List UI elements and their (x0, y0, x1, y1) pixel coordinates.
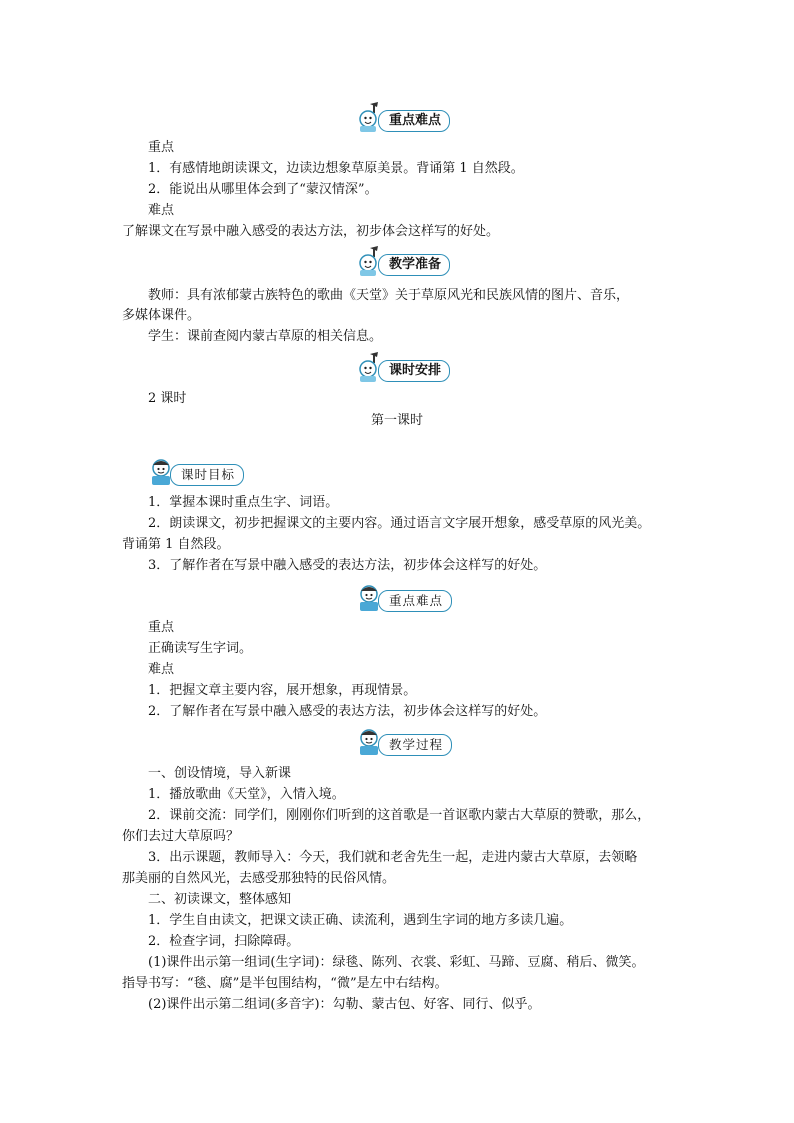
label-zhongdian: 重点 (148, 140, 175, 155)
paragraph: (2)课件出示第二组词(多音字)：勾勒、蒙古包、好客、同行、似乎。 (148, 997, 541, 1012)
paragraph: 2．能说出从哪里体会到了“蒙汉情深”。 (148, 182, 378, 197)
section-heading: 二、初读课文，整体感知 (148, 892, 292, 907)
student-mascot-icon (356, 252, 382, 278)
paragraph: 了解课文在写景中融入感受的表达方法，初步体会这样写的好处。 (122, 224, 500, 239)
paragraph: 你们去过大草原吗？ (122, 829, 240, 844)
paragraph: 2．课前交流：同学们，刚刚你们听到的这首歌是一首讴歌内蒙古大草原的赞歌，那么， (148, 808, 651, 823)
section-heading: 一、创设情境，导入新课 (148, 766, 292, 781)
badge-key-points-2 (356, 588, 452, 614)
paragraph: 正确读写生字词。 (148, 641, 253, 656)
student-mascot-icon (356, 358, 382, 384)
student-mascot-icon (356, 732, 382, 758)
badge-key-points (356, 108, 450, 134)
paragraph: 2 课时 (148, 391, 187, 406)
label-nandian: 难点 (148, 662, 175, 677)
paragraph: 指导书写：“毯、腐”是半包围结构，“微”是左中右结构。 (122, 976, 448, 991)
label-nandian: 难点 (148, 203, 175, 218)
paragraph: 2．朗读课文，初步把握课文的主要内容。通过语言文字展开想象，感受草原的风光美。 (148, 516, 651, 531)
paragraph: 1．有感情地朗读课文，边读边想象草原美景。背诵第 1 自然段。 (148, 161, 524, 176)
paragraph: 教师：具有浓郁蒙古族特色的歌曲《天堂》关于草原风光和民族风情的图片、音乐， (148, 288, 630, 303)
badge-lesson-schedule (356, 358, 450, 384)
paragraph: 1．播放歌曲《天堂》，入情入境。 (148, 787, 345, 802)
student-mascot-icon (148, 462, 174, 488)
badge-lesson-goals (148, 462, 244, 488)
paragraph: 3．了解作者在写景中融入感受的表达方法，初步体会这样写的好处。 (148, 558, 547, 573)
paragraph: 学生：课前查阅内蒙古草原的相关信息。 (148, 329, 383, 344)
paragraph: 多媒体课件。 (122, 308, 201, 323)
badge-label: 教学过程 (378, 734, 452, 756)
badge-label: 课时安排 (378, 360, 450, 382)
lesson-heading: 第一课时 (370, 413, 423, 428)
student-mascot-icon (356, 108, 382, 134)
badge-teaching-process (356, 732, 452, 758)
paragraph: 1．学生自由读文，把课文读正确、读流利，遇到生字词的地方多读几遍。 (148, 913, 573, 928)
badge-label: 教学准备 (378, 254, 450, 276)
paragraph: 3．出示课题，教师导入：今天，我们就和老舍先生一起，走进内蒙古大草原，去领略 (148, 850, 638, 865)
student-mascot-icon (356, 588, 382, 614)
badge-teaching-prep (356, 252, 450, 278)
badge-label: 重点难点 (378, 110, 450, 132)
paragraph: 2．检查字词，扫除障碍。 (148, 934, 300, 949)
label-zhongdian: 重点 (148, 620, 175, 635)
badge-label: 课时目标 (170, 464, 244, 486)
paragraph: 1．把握文章主要内容，展开想象，再现情景。 (148, 683, 417, 698)
paragraph: 那美丽的自然风光，去感受那独特的民俗风情。 (122, 871, 396, 886)
paragraph: 2．了解作者在写景中融入感受的表达方法，初步体会这样写的好处。 (148, 704, 547, 719)
badge-label: 重点难点 (378, 590, 452, 612)
paragraph: 1．掌握本课时重点生字、词语。 (148, 495, 339, 510)
paragraph: 背诵第 1 自然段。 (122, 537, 230, 552)
paragraph: (1)课件出示第一组词(生字词)：绿毯、陈列、衣裳、彩虹、马蹄、豆腐、稍后、微笑。 (148, 955, 645, 970)
